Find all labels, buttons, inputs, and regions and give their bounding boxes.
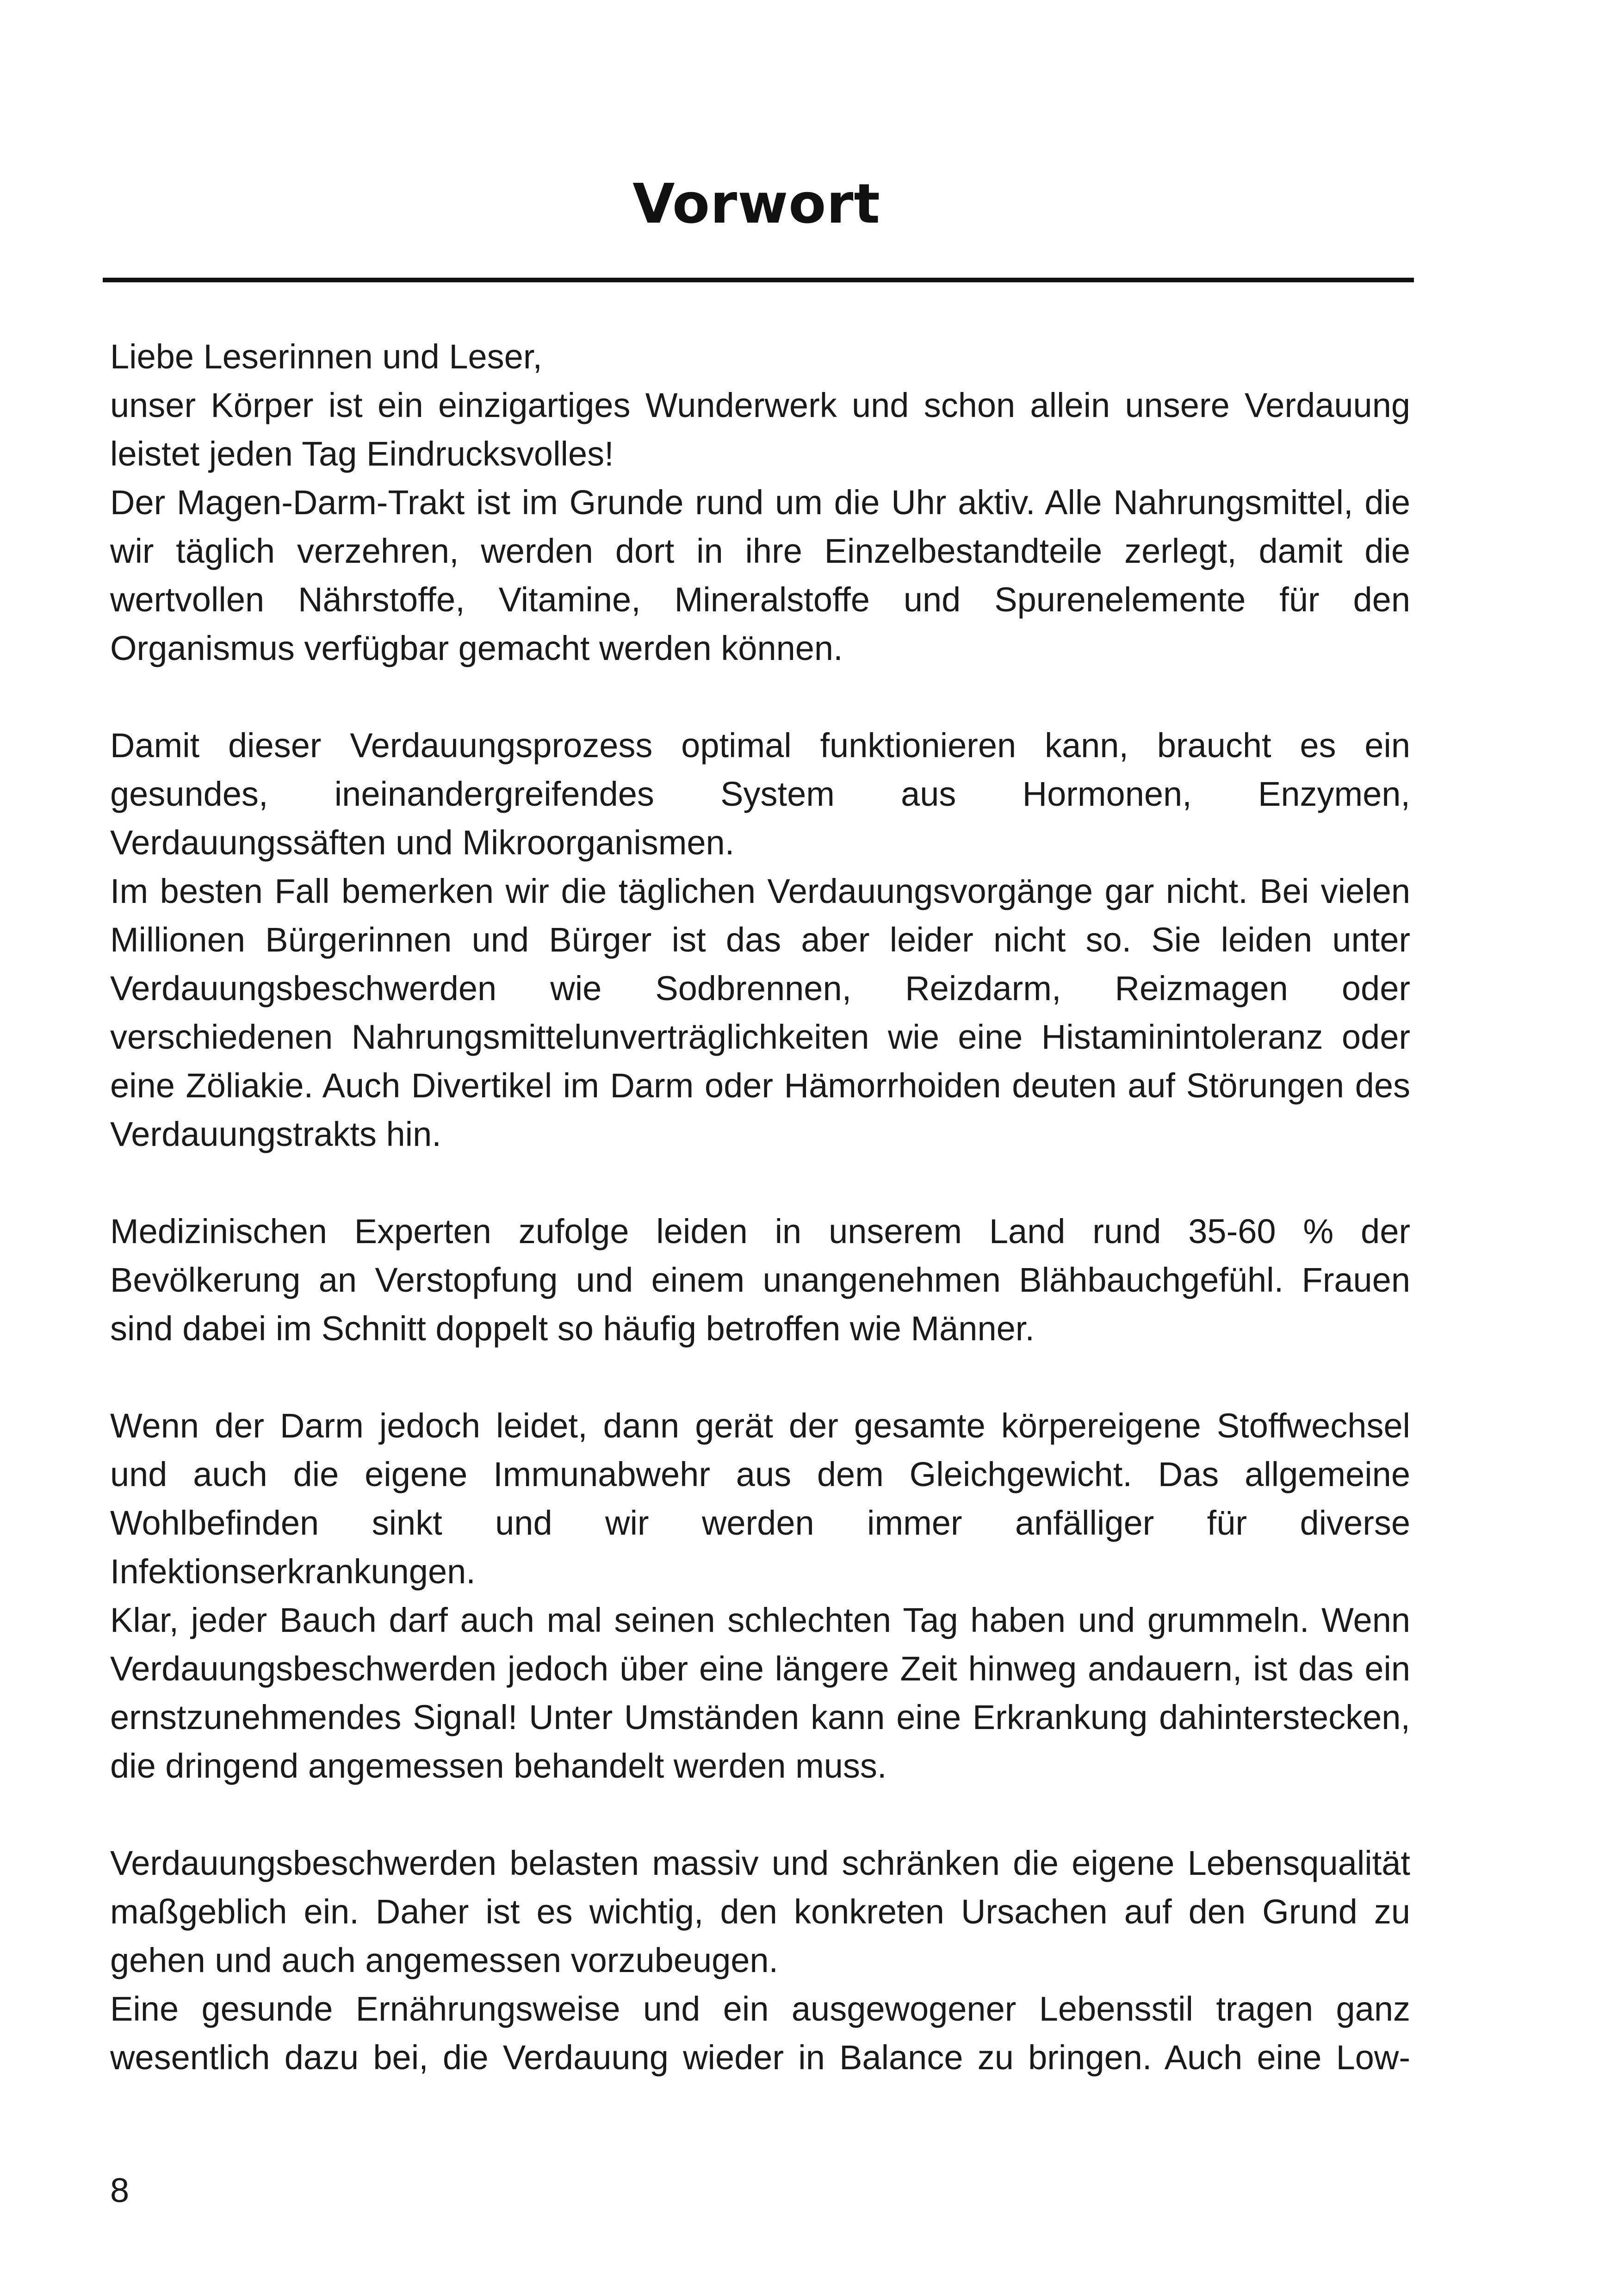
- paragraph-gap: [110, 672, 1410, 721]
- page-number: 8: [110, 2171, 130, 2209]
- paragraph: Verdauungsbeschwerden belasten massiv und schränken die eigene Lebensqualität maßgeblich ein. Daher ist es wichtig, den konkreten Ursachen auf den Grund zu gehen und auch angemessen vorzubeugen.: [110, 1844, 1410, 1979]
- page-title: Vorwort: [632, 172, 880, 236]
- paragraph: Wenn der Darm jedoch leidet, dann gerät der gesamte körpereigene Stoffwechsel und auch die eigene Immunabwehr aus dem Gleichgewicht. Das allgemeine Wohlbefinden sinkt und wir werden immer anfälliger für diverse Infektionserkrankungen.: [110, 1406, 1410, 1591]
- paragraph: Im besten Fall bemerken wir die täglichen Verdauungsvorgänge gar nicht. Bei vielen Millionen Bürgerinnen und Bürger ist das aber leider nicht so. Sie leiden unter Verdauungsbeschwerden wie Sodbrennen, Reizdarm, Reizmagen oder verschiedenen Nahrungsmittelunverträglichkeiten wie eine Histaminintoleranz oder eine Zöliakie. Auch Divertikel im Darm oder Hämorrhoiden deuten auf Störungen des Verdauungstrakts hin.: [110, 872, 1410, 1153]
- title-underline: [103, 278, 1414, 282]
- body-text: [110, 332, 1410, 2082]
- paragraph: Der Magen-Darm-Trakt ist im Grunde rund um die Uhr aktiv. Alle Nahrungsmittel, die wir täglich verzehren, werden dort in ihre Einzelbestandteile zerlegt, damit die wertvollen Nährstoffe, Vitamine, Mineralstoffe und Spurenelemente für den Organismus verfügbar gemacht werden können.: [110, 483, 1410, 667]
- paragraph-gap: [110, 1790, 1410, 1839]
- paragraph-gap: [110, 1353, 1410, 1401]
- paragraph: Medizinischen Experten zufolge leiden in unserem Land rund 35-60 % der Bevölkerung an Verstopfung und einem unangenehmen Blähbauchgefühl. Frauen sind dabei im Schnitt doppelt so häufig betroffen wie Männer.: [110, 1212, 1410, 1348]
- paragraph: unser Körper ist ein einzigartiges Wunderwerk und schon allein unsere Verdauung leistet jeden Tag Eindrucksvolles!: [110, 386, 1410, 473]
- paragraph-last: Eine gesunde Ernährungsweise und ein ausgewogener Lebensstil tragen ganz wesentlich dazu bei, die Verdauung wieder in Balance zu bringen. Auch eine Low-: [110, 1990, 1410, 2077]
- paragraph: Klar, jeder Bauch darf auch mal seinen schlechten Tag haben und grummeln. Wenn Verdauungsbeschwerden jedoch über eine längere Zeit hinweg andauern, ist das ein ernstzunehmendes Signal! Unter Umständen kann eine Erkrankung dahinterstecken, die dringend angemessen behandelt werden muss.: [110, 1601, 1410, 1785]
- paragraph-gap: [110, 1158, 1410, 1207]
- paragraph-salutation: Liebe Leserinnen und Leser,: [110, 337, 542, 376]
- paragraph: Damit dieser Verdauungsprozess optimal funktionieren kann, braucht es ein gesundes, ineinandergreifendes System aus Hormonen, Enzymen, Verdauungssäften und Mikroorganismen.: [110, 726, 1410, 862]
